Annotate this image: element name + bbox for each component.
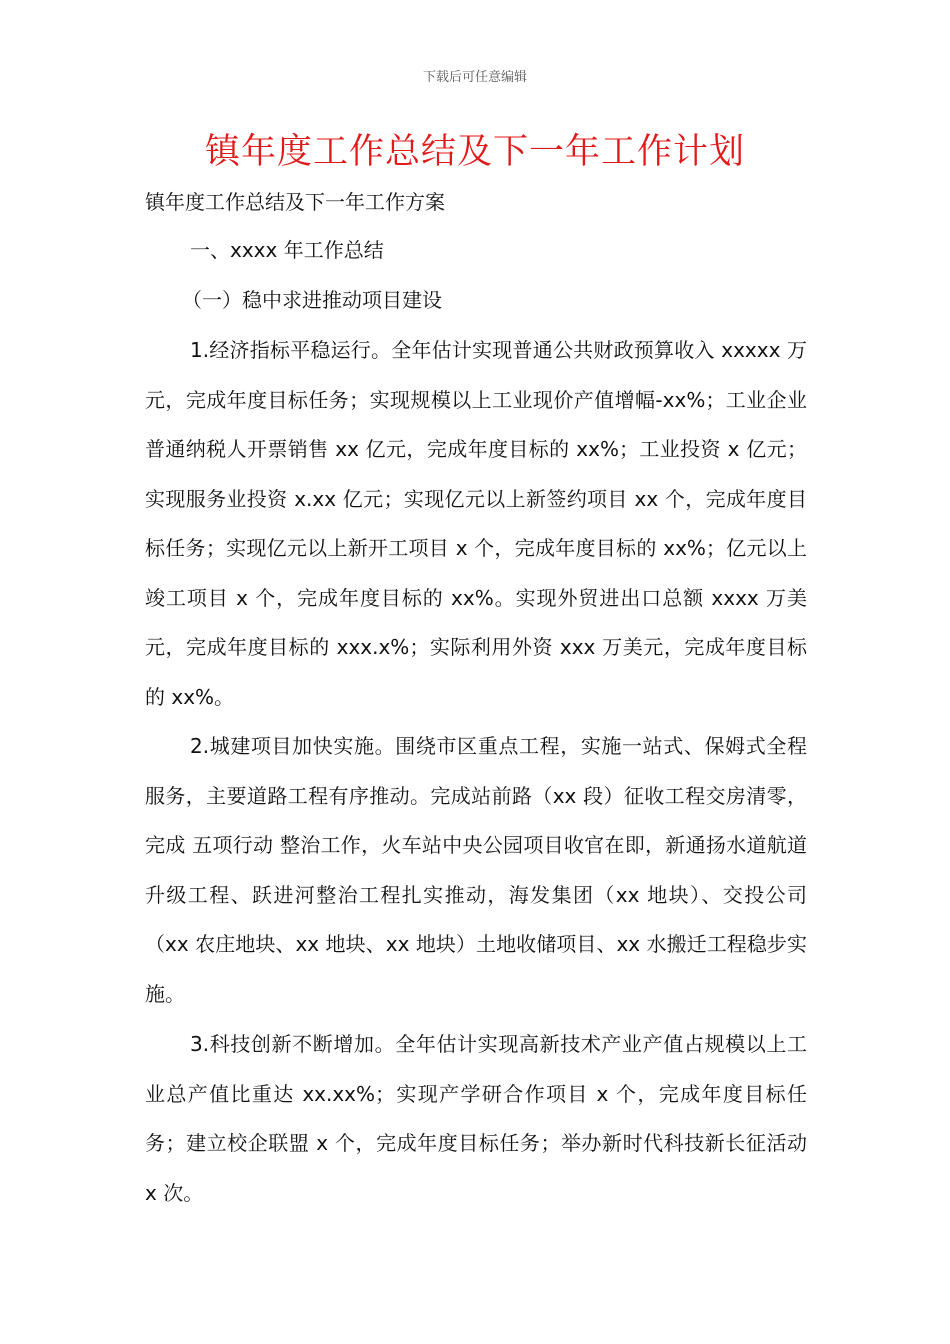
section-heading: 一、xxxx 年工作总结 bbox=[190, 238, 384, 262]
page-header-note: 下载后可任意编辑 bbox=[422, 70, 527, 85]
paragraph-urban-construction: 2.城建项目加快实施。围绕市区重点工程，实施一站式、保姆式全程服务，主要道路工程有序推动。完成站前路（xx 段）征收工程交房清零，完成 五项行动 整治工作，火车站中央公园项目收官在即，新通扬水道航道升级工程、跃进河整治工程扎实推动，海发集团（xx 地块）、交投公司（xx 农庄地块、xx 地块、xx 地块）土地收储项目、xx 水搬迁工程稳步实施。 bbox=[145, 734, 807, 1006]
paragraph-tech-innovation: 3.科技创新不断增加。全年估计实现高新技术产业产值占规模以上工业总产值比重达 xx.xx%；实现产学研合作项目 x 个，完成年度目标任务；建立校企联盟 x 个，完成年度目标任务；举办新时代科技新长征活动 x 次。 bbox=[145, 1032, 807, 1205]
paragraph-economic-indicators: 1.经济指标平稳运行。全年估计实现普通公共财政预算收入 xxxxx 万元，完成年度目标任务；实现规模以上工业现价产值增幅-xx%；工业企业普通纳税人开票销售 xx 亿元，完成年度目标的 xx%；工业投资 x 亿元；实现服务业投资 x.xx 亿元；实现亿元以上新签约项目 xx 个，完成年度目标任务；实现亿元以上新开工项目 x 个，完成年度目标的 xx%；亿元以上竣工项目 x 个，完成年度目标的 xx%。实现外贸进出口总额 xxxx 万美元，完成年度目标的 xxx.x%；实际利用外资 xxx 万美元，完成年度目标的 xx%。 bbox=[145, 338, 807, 709]
document-title: 镇年度工作总结及下一年工作计划 bbox=[204, 132, 745, 172]
document-subtitle: 镇年度工作总结及下一年工作方案 bbox=[145, 190, 445, 214]
subsection-heading: （一）稳中求进推动项目建设 bbox=[182, 288, 442, 312]
